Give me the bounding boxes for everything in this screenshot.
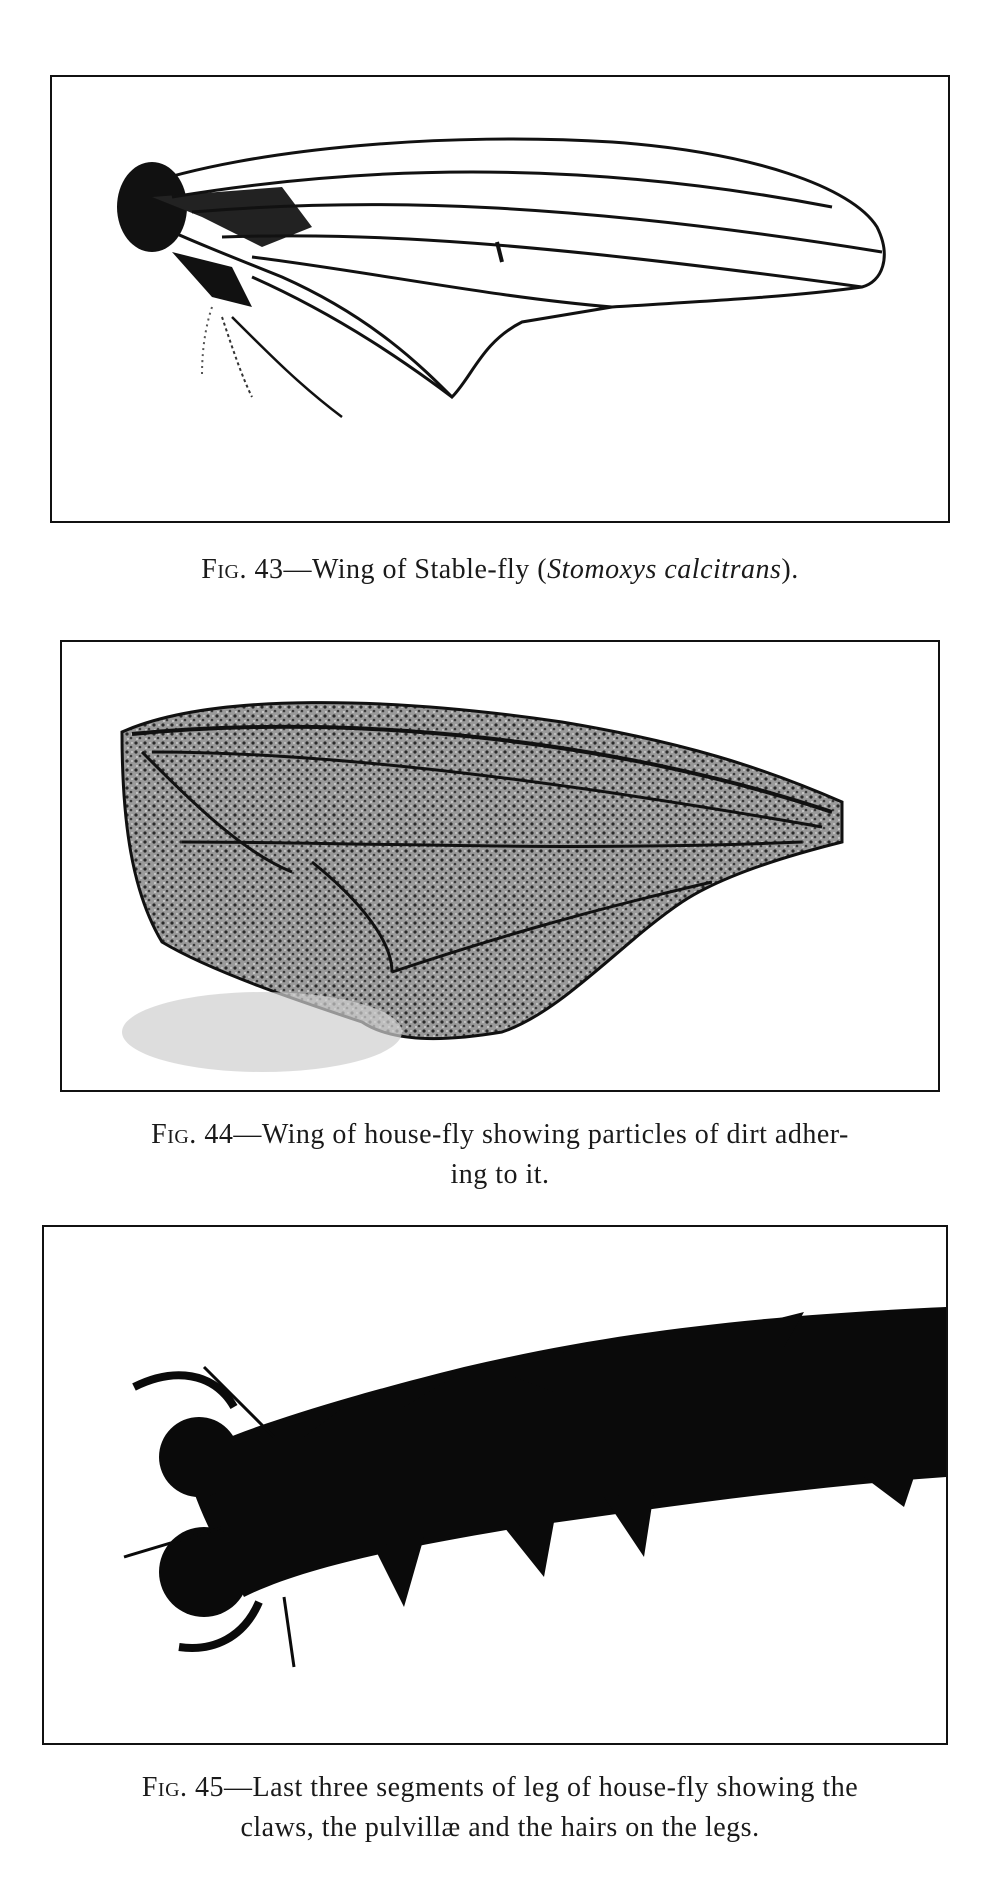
figure-43-caption bbox=[40, 550, 960, 590]
caption-line-2: claws, the pulvillæ and the hairs on the legs. bbox=[240, 1812, 760, 1843]
species-name: Stomoxys calcitrans bbox=[547, 554, 782, 585]
stable-fly-wing-drawing bbox=[52, 77, 948, 521]
figure-label: Fig. bbox=[141, 1772, 188, 1803]
figure-label: Fig. bbox=[201, 554, 247, 585]
caption-text: —Wing of Stable-fly ( bbox=[283, 554, 548, 585]
caption-text-end: ). bbox=[781, 554, 799, 585]
figure-43-image bbox=[50, 75, 950, 523]
house-fly-wing-photo bbox=[62, 642, 938, 1090]
caption-text: —Last three segments of leg of house-fly showing the bbox=[224, 1772, 859, 1803]
caption-text: —Wing of house-fly showing particles of dirt adher- bbox=[233, 1119, 849, 1150]
figure-label: Fig. bbox=[151, 1119, 197, 1150]
figure-number: 44 bbox=[204, 1119, 234, 1150]
caption-line-1 bbox=[40, 1115, 960, 1155]
caption-line-1 bbox=[40, 1768, 960, 1808]
figure-44-caption bbox=[40, 1115, 960, 1195]
caption-line-2: ing to it. bbox=[450, 1159, 550, 1190]
figure-number: 45 bbox=[195, 1772, 225, 1803]
figure-45-image bbox=[42, 1225, 948, 1745]
figure-45-caption bbox=[40, 1768, 960, 1848]
figure-number: 43 bbox=[254, 554, 284, 585]
figure-44-image bbox=[60, 640, 940, 1092]
house-fly-leg-photo bbox=[44, 1227, 946, 1743]
